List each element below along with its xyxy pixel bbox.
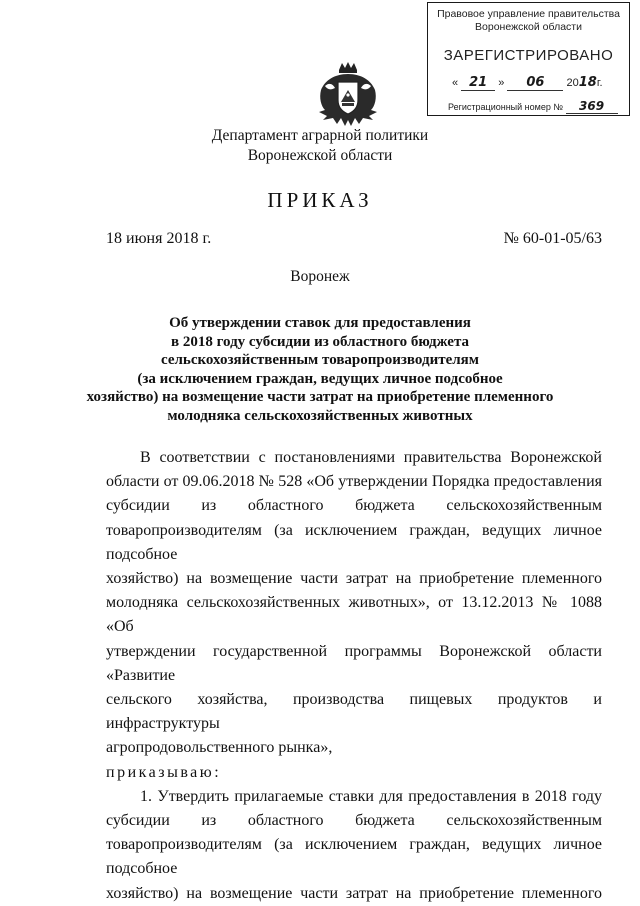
order-body: [106, 446, 602, 906]
document-title: ПРИКАЗ: [267, 188, 373, 212]
body-line: субсидии из областного бюджета сельскохозяйственным: [106, 812, 602, 830]
registration-stamp: [427, 2, 630, 116]
body-line: В соответствии с постановлениями правительства Воронежской: [140, 449, 602, 466]
body-line: сельского хозяйства, производства пищевых продуктов и инфраструктуры: [106, 691, 602, 733]
body-line: товаропроизводителям (за исключением граждан, ведущих личное подсобное: [106, 836, 602, 878]
stamp-registration-number: Регистрационный номер № 369: [448, 99, 618, 114]
body-line: области от 09.06.2018 № 528 «Об утверждении Порядка предоставления: [106, 473, 602, 491]
body-line: утверждении государственной программы Воронежской области «Развитие: [106, 642, 602, 684]
stamp-authority: Правовое управление правительства Воронежской области: [437, 8, 620, 33]
body-line: молодняка сельскохозяйственных животных», от 13.12.2013 № 1088 «Об: [106, 594, 602, 636]
order-number: № 60-01-05/63: [503, 230, 602, 247]
body-line: хозяйство) на возмещение части затрат на приобретение племенного: [106, 570, 602, 588]
body-order-word: приказываю:: [106, 763, 222, 781]
order-city: Воронеж: [290, 268, 350, 285]
order-subject: Об утверждении ставок для предоставления в 2018 году субсидии из областного бюджета сельскохозяйственным товаропроизводителям (за исключением граждан, ведущих личное подсобное хозяйство) на возмещение части затрат на приобретение племенного молодняка сельскохозяйственных животных: [86, 315, 554, 424]
stamp-date: « 21 » 06 2018г.: [452, 75, 603, 90]
coat-of-arms-icon: [315, 60, 381, 130]
order-date: 18 июня 2018 г.: [106, 230, 212, 247]
body-line: товаропроизводителям (за исключением граждан, ведущих личное подсобное: [106, 521, 602, 563]
department-name: Департамент аграрной политики Воронежской области: [211, 127, 429, 164]
body-line: хозяйство) на возмещение части затрат на приобретение племенного: [106, 884, 602, 902]
body-line: 1. Утвердить прилагаемые ставки для предоставления в 2018 году: [140, 787, 602, 805]
body-line: агропродовольственного рынка»,: [106, 739, 333, 757]
body-line: субсидии из областного бюджета сельскохозяйственным: [106, 497, 602, 515]
stamp-registered-label: ЗАРЕГИСТРИРОВАНО: [443, 47, 614, 64]
